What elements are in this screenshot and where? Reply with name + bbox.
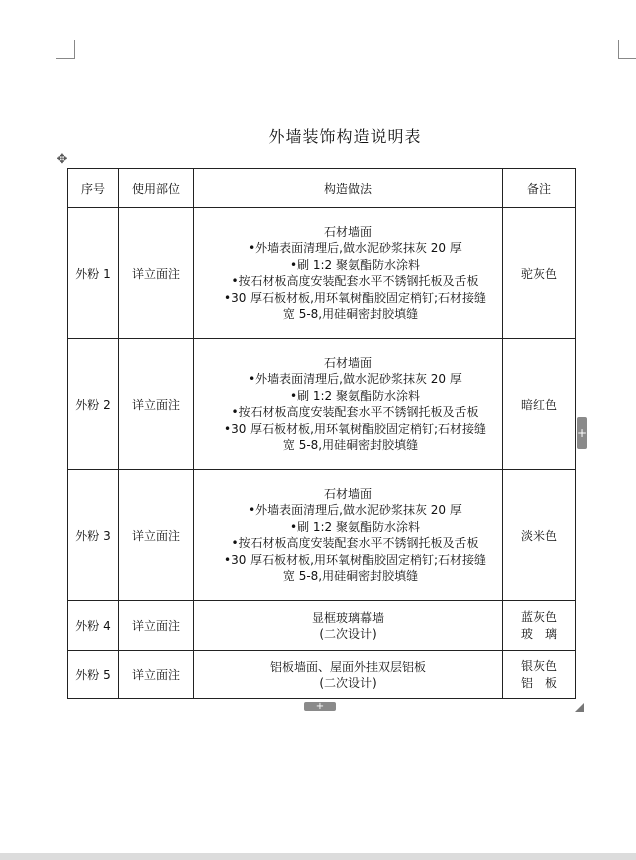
row-note-cell[interactable]: 淡米色 — [503, 470, 576, 601]
method-item: •外墙表面清理后,做水泥砂浆抹灰 20 厚 — [248, 372, 462, 386]
row-location-cell[interactable]: 详立面注 — [119, 601, 194, 651]
method-title: 石材墙面 — [323, 486, 372, 501]
document-title: 外墙装饰构造说明表 — [268, 127, 422, 146]
method-item: •外墙表面清理后,做水泥砂浆抹灰 20 厚 — [248, 503, 462, 517]
row-note-cell[interactable]: 驼灰色 — [503, 208, 576, 339]
method-title: 石材墙面 — [323, 355, 372, 370]
row-id-cell[interactable]: 外粉 2 — [68, 339, 119, 470]
status-bar-strip — [0, 853, 636, 860]
method-item: •30 厚石板材板,用环氧树酯胶固定梢钉;石材接缝 — [223, 290, 487, 305]
table-row — [68, 208, 576, 339]
row-note-cell[interactable]: 暗红色 — [503, 339, 576, 470]
header-cell-number[interactable]: 序号 — [68, 169, 119, 208]
method-item: •刷 1:2 聚氨酯防水涂料 — [289, 388, 421, 403]
row-note-cell[interactable] — [503, 601, 576, 651]
method-line: 显框玻璃幕墙 — [311, 610, 384, 625]
method-line: 铝板墙面、屋面外挂双层铝板 — [269, 659, 426, 674]
add-column-plus-icon[interactable]: + — [577, 417, 587, 449]
method-continuation: 宽 5-8,用硅硐密封胶填缝 — [282, 569, 419, 583]
crop-mark-top-left — [56, 40, 75, 59]
note-line: 铝板 — [520, 675, 569, 690]
method-continuation: 宽 5-8,用硅硐密封胶填缝 — [282, 438, 419, 452]
method-title: 石材墙面 — [323, 224, 372, 239]
construction-table — [67, 168, 576, 699]
row-method-cell[interactable] — [194, 339, 503, 470]
method-item: •30 厚石板材板,用环氧树酯胶固定梢钉;石材接缝 — [223, 421, 487, 436]
row-note-cell[interactable] — [503, 651, 576, 699]
row-method-cell[interactable] — [194, 470, 503, 601]
header-cell-location[interactable]: 使用部位 — [119, 169, 194, 208]
method-continuation: 宽 5-8,用硅硐密封胶填缝 — [282, 307, 419, 321]
row-id-cell[interactable]: 外粉 5 — [68, 651, 119, 699]
row-id-cell[interactable]: 外粉 1 — [68, 208, 119, 339]
row-id-cell[interactable]: 外粉 4 — [68, 601, 119, 651]
header-cell-note[interactable]: 备注 — [503, 169, 576, 208]
row-method-cell[interactable] — [194, 651, 503, 699]
method-item: •按石材板高度安装配套水平不锈钢托板及舌板 — [231, 405, 479, 419]
method-line: (二次设计) — [319, 675, 377, 690]
header-cell-method[interactable]: 构造做法 — [194, 169, 503, 208]
note-line: 银灰色 — [520, 658, 557, 673]
row-location-cell[interactable]: 详立面注 — [119, 470, 194, 601]
table-move-icon[interactable]: ✥ — [56, 152, 68, 167]
row-id-cell[interactable]: 外粉 3 — [68, 470, 119, 601]
row-location-cell[interactable]: 详立面注 — [119, 339, 194, 470]
table-row — [68, 601, 576, 651]
row-method-cell[interactable] — [194, 601, 503, 651]
row-method-cell[interactable] — [194, 208, 503, 339]
crop-mark-top-right — [618, 40, 636, 59]
note-line: 玻璃 — [520, 626, 569, 641]
table-resize-icon[interactable] — [575, 703, 584, 712]
method-item: •刷 1:2 聚氨酯防水涂料 — [289, 257, 421, 272]
table-row — [68, 470, 576, 601]
table-row — [68, 651, 576, 699]
method-item: •按石材板高度安装配套水平不锈钢托板及舌板 — [231, 274, 479, 288]
method-item: •30 厚石板材板,用环氧树酯胶固定梢钉;石材接缝 — [223, 552, 487, 567]
note-line: 蓝灰色 — [520, 609, 557, 624]
add-row-plus-icon[interactable]: + — [304, 702, 336, 711]
table-header-row — [68, 169, 576, 208]
method-line: (二次设计) — [319, 626, 377, 641]
row-location-cell[interactable]: 详立面注 — [119, 651, 194, 699]
method-item: •外墙表面清理后,做水泥砂浆抹灰 20 厚 — [248, 241, 462, 255]
method-item: •刷 1:2 聚氨酯防水涂料 — [289, 519, 421, 534]
row-location-cell[interactable]: 详立面注 — [119, 208, 194, 339]
method-item: •按石材板高度安装配套水平不锈钢托板及舌板 — [231, 536, 479, 550]
table-row — [68, 339, 576, 470]
